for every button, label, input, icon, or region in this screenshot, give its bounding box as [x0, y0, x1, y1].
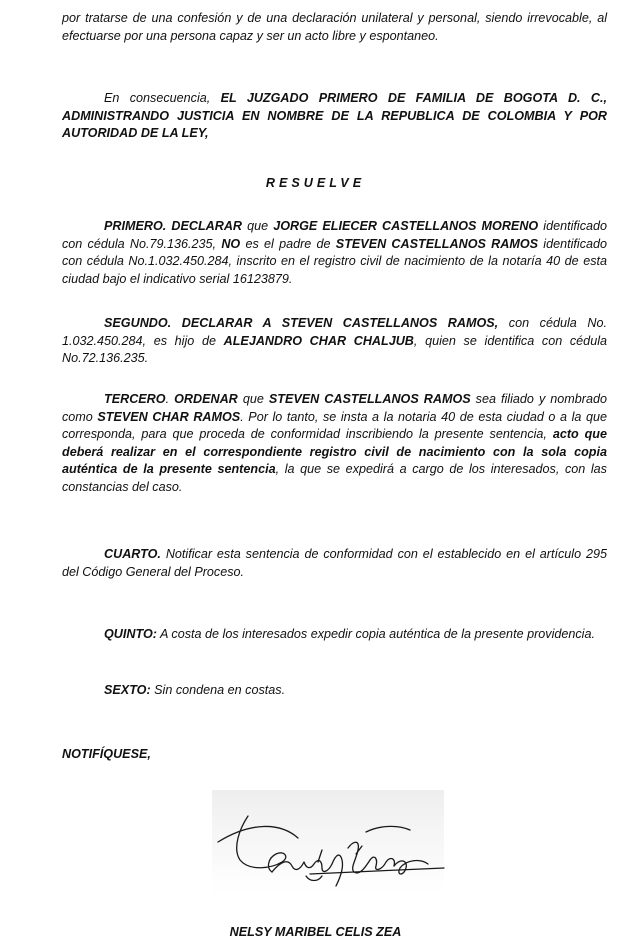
- paragraph-text: identificado con cédula No.79.136.235,: [62, 219, 608, 251]
- bold-name: STEVEN CASTELLANOS RAMOS: [268, 392, 471, 406]
- paragraph-quinto: [62, 626, 607, 644]
- paragraph-text: es el padre de: [240, 236, 336, 251]
- notifiquese-label: NOTIFÍQUESE,: [62, 747, 151, 761]
- ordinal-heading: TERCERO: [104, 392, 166, 406]
- paragraph-text: por tratarse de una confesión y de una declaración unilateral y personal, siendo irrevocable, al efectuarse por una persona capaz y ser un acto libre y espontaneo.: [62, 11, 607, 43]
- resuelve-heading: RESUELVE: [265, 176, 366, 190]
- bold-text: NO: [221, 236, 241, 251]
- paragraph-text: Sin condena en costas.: [150, 683, 286, 697]
- ordinal-heading: CUARTO.: [104, 547, 161, 561]
- signature-image: [210, 788, 446, 906]
- paragraph-confesion: [62, 10, 607, 45]
- paragraph-text: .: [165, 392, 175, 406]
- court-declaration: EL JUZGADO PRIMERO DE FAMILIA DE BOGOTA D. C., ADMINISTRANDO JUSTICIA EN NOMBRE DE LA REPUBLICA DE COLOMBIA Y POR AUTORIDAD DE LA LEY,: [62, 91, 607, 140]
- ordinal-heading: QUINTO:: [104, 627, 157, 641]
- paragraph-sexto: [62, 682, 607, 700]
- bold-text: acto que deberá realizar en el correspondiente registro civil de nacimiento con la sola copia auténtica de la presente sentencia: [62, 427, 607, 476]
- ordinal-heading: PRIMERO. DECLARAR: [104, 219, 243, 233]
- paragraph-text: . Por lo tanto, se insta a la notaria 40 de esta ciudad o a la que corresponda, para que proceda de conformidad inscribiendo la presente sentencia,: [62, 409, 607, 441]
- signer-name: NELSY MARIBEL CELIS ZEA: [229, 925, 402, 939]
- paragraph-text: , quien se identifica con cédula No.72.136.235.: [62, 333, 607, 365]
- paragraph-text: En consecuencia,: [104, 91, 221, 105]
- bold-text: ORDENAR: [174, 392, 238, 406]
- ordinal-heading: SEGUNDO. DECLARAR A STEVEN CASTELLANOS RAMOS,: [104, 316, 499, 330]
- paragraph-text: Notificar esta sentencia de conformidad con el establecido en el artículo 295 del Código General del Proceso.: [62, 547, 607, 579]
- paragraph-consecuencia: [62, 90, 607, 143]
- bold-name: ALEJANDRO CHAR CHALJUB: [223, 333, 414, 348]
- bold-name: JORGE ELIECER CASTELLANOS MORENO: [273, 219, 539, 233]
- paragraph-text: que: [237, 392, 269, 406]
- paragraph-text: identificado con cédula No.1.032.450.284, inscrito en el registro civil de nacimiento de la notaría 40 de esta ciudad bajo el indicativo serial 16123879.: [62, 236, 607, 286]
- ordinal-heading: SEXTO:: [104, 683, 151, 697]
- paragraph-primero: [62, 218, 607, 288]
- bold-name: STEVEN CHAR RAMOS: [97, 409, 241, 424]
- bold-name: STEVEN CASTELLANOS RAMOS: [335, 236, 539, 251]
- paragraph-text: sea filiado y nombrado como: [62, 392, 607, 424]
- paragraph-cuarto: [62, 546, 607, 581]
- paragraph-text: que: [242, 219, 274, 233]
- paragraph-text: A costa de los interesados expedir copia auténtica de la presente providencia.: [156, 627, 595, 641]
- paragraph-tercero: [62, 391, 607, 496]
- paragraph-segundo: [62, 315, 607, 368]
- paragraph-text: con cédula No. 1.032.450.284, es hijo de: [62, 316, 607, 348]
- paragraph-text: , la que se expedirá a cargo de los interesados, con las constancias del caso.: [62, 462, 607, 494]
